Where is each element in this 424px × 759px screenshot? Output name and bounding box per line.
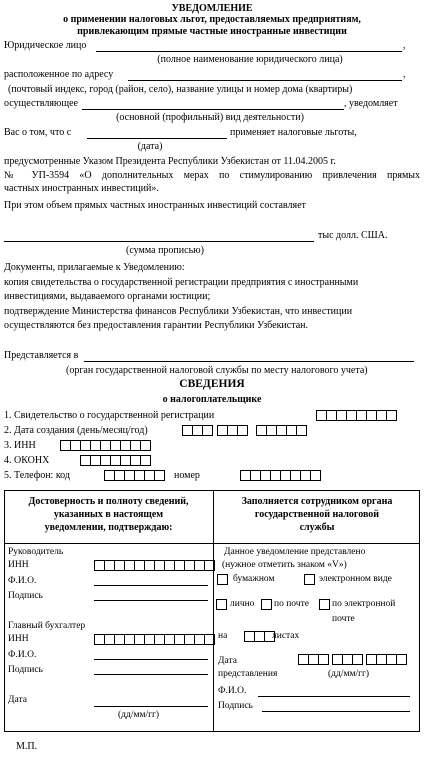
start-date-tail: применяет налоговые льготы,: [230, 127, 357, 138]
on-label: на: [218, 631, 228, 641]
left-date-format: (дд/мм/гг): [118, 710, 160, 720]
accountant-signature-label: Подпись: [8, 665, 43, 675]
okonh-label: 4. ОКОНХ: [4, 455, 50, 466]
left-header-3: уведомлении, подтверждаю:: [44, 522, 173, 533]
address-hint: (почтовый индекс, город (район, село), название улицы и номер дома (квартиры): [8, 84, 353, 95]
table-header-divider: [4, 543, 420, 544]
submitted-text: Данное уведомление представлено: [224, 547, 366, 557]
creation-day-boxes[interactable]: [182, 425, 213, 436]
documents-label: Документы, прилагаемые к Уведомлению:: [4, 262, 185, 273]
submitted-to-hint: (орган государственной налоговой службы по месту налогового учета): [66, 365, 368, 376]
investment-tail: тыс долл. США.: [318, 230, 388, 241]
in-person-checkbox[interactable]: [216, 599, 227, 610]
investment-amount-field[interactable]: [4, 241, 314, 242]
head-inn-label: ИНН: [8, 560, 29, 570]
decree-line-2: № УП-3594 «О дополнительных мерах по стимулированию привлечения прямых: [4, 170, 420, 181]
documents-item-1b: инвестициями, выдаваемого органами юстиции;: [4, 291, 211, 302]
by-email-label-2: почте: [332, 614, 355, 624]
registration-cert-label: 1. Свидетельство о государственной регистрации: [4, 410, 215, 421]
activity-label: осуществляющее: [4, 98, 78, 109]
registration-cert-boxes[interactable]: [316, 410, 397, 421]
creation-month-boxes[interactable]: [217, 425, 248, 436]
accountant-label: Главный бухгалтер: [8, 621, 86, 631]
by-email-checkbox[interactable]: [319, 599, 330, 610]
activity-tail: , уведомляет: [344, 98, 398, 109]
start-date-field[interactable]: [87, 138, 227, 139]
head-label: Руководитель: [8, 547, 64, 557]
creation-year-boxes[interactable]: [256, 425, 307, 436]
submitted-to-label: Представляется в: [4, 350, 79, 361]
left-date-field[interactable]: [94, 706, 208, 707]
form-title: УВЕДОМЛЕНИЕ: [171, 3, 253, 14]
officer-fio-field[interactable]: [258, 696, 410, 697]
officer-fio-label: Ф.И.О.: [218, 686, 247, 696]
date-submitted-year-boxes[interactable]: [366, 654, 407, 665]
officer-signature-label: Подпись: [218, 701, 253, 711]
form-subtitle-2: привлекающим прямые частные иностранные инвестиции: [77, 26, 347, 37]
legal-entity-hint: (полное наименование юридического лица): [157, 54, 343, 65]
legal-entity-field[interactable]: [96, 51, 402, 52]
submitted-to-field[interactable]: [84, 361, 414, 362]
right-header-2: государственной налоговой: [254, 509, 380, 520]
info-title: СВЕДЕНИЯ: [179, 378, 245, 390]
comma: ,: [403, 69, 406, 80]
phone-number-boxes[interactable]: [240, 470, 321, 481]
decree-line-1: предусмотренные Указом Президента Республики Узбекистан от 11.04.2005 г.: [4, 156, 336, 167]
in-person-label: лично: [230, 599, 255, 609]
stamp-label: М.П.: [16, 741, 38, 752]
phone-code-boxes[interactable]: [104, 470, 165, 481]
paper-checkbox[interactable]: [217, 574, 228, 585]
mark-hint: (нужное отметить знаком «V»): [222, 560, 347, 570]
by-mail-checkbox[interactable]: [261, 599, 272, 610]
inn-boxes[interactable]: [60, 440, 151, 451]
left-date-label: Дата: [8, 695, 27, 705]
accountant-inn-label: ИНН: [8, 634, 29, 644]
head-signature-field[interactable]: [94, 600, 208, 601]
by-email-label-1: по электронной: [332, 599, 396, 609]
accountant-fio-field[interactable]: [94, 659, 208, 660]
address-label: расположенное по адресу: [4, 69, 114, 80]
left-header-2: указанных в настоящем: [53, 509, 164, 520]
date-submitted-month-boxes[interactable]: [332, 654, 363, 665]
start-date-label: Вас о том, что с: [4, 127, 72, 138]
sheets-label: листах: [272, 631, 300, 641]
head-fio-label: Ф.И.О.: [8, 576, 37, 586]
electronic-label: электронном виде: [319, 574, 392, 584]
start-date-hint: (дата): [137, 141, 163, 152]
accountant-signature-field[interactable]: [94, 674, 208, 675]
right-header-1: Заполняется сотрудником органа: [241, 496, 393, 507]
investment-hint: (сумма прописью): [126, 245, 204, 256]
info-subtitle: о налогоплательщике: [162, 394, 262, 405]
legal-entity-label: Юридическое лицо: [4, 40, 87, 51]
phone-code-label: 5. Телефон: код: [4, 470, 70, 481]
okonh-boxes[interactable]: [80, 455, 151, 466]
form-subtitle-1: о применении налоговых льгот, предоставляемых предприятиям,: [63, 14, 361, 25]
address-field[interactable]: [128, 80, 402, 81]
creation-date-label: 2. Дата создания (день/месяц/год): [4, 425, 148, 436]
decree-line-3: частных иностранных инвестиций».: [4, 183, 159, 194]
inn-label: 3. ИНН: [4, 440, 36, 451]
by-mail-label: по почте: [274, 599, 309, 609]
date-submitted-format: (дд/мм/гг): [328, 669, 370, 679]
date-submitted-day-boxes[interactable]: [298, 654, 329, 665]
activity-field[interactable]: [82, 109, 344, 110]
date-submitted-label-1: Дата: [218, 656, 237, 666]
activity-hint: (основной (профильный) вид деятельности): [116, 112, 304, 123]
sheets-boxes[interactable]: [244, 631, 275, 642]
documents-item-2a: подтверждение Министерства финансов Республики Узбекистан, что инвестиции: [4, 306, 353, 317]
date-submitted-label-2: представления: [218, 669, 278, 679]
left-header-1: Достоверность и полноту сведений,: [28, 496, 189, 507]
accountant-fio-label: Ф.И.О.: [8, 650, 37, 660]
documents-item-2b: осуществляются без предоставления гарантии Республики Узбекистан.: [4, 320, 308, 331]
right-header-3: службы: [299, 522, 335, 533]
head-inn-boxes[interactable]: [94, 560, 215, 571]
investment-line: При этом объем прямых частных иностранных инвестиций составляет: [4, 200, 306, 211]
phone-number-label: номер: [174, 470, 200, 481]
paper-label: бумажном: [233, 574, 275, 584]
head-signature-label: Подпись: [8, 591, 43, 601]
electronic-checkbox[interactable]: [304, 574, 315, 585]
officer-signature-field[interactable]: [262, 711, 410, 712]
comma: ,: [403, 40, 406, 51]
accountant-inn-boxes[interactable]: [94, 634, 215, 645]
head-fio-field[interactable]: [94, 585, 208, 586]
documents-item-1a: копия свидетельства о государственной регистрации предприятия с иностранными: [4, 277, 359, 288]
